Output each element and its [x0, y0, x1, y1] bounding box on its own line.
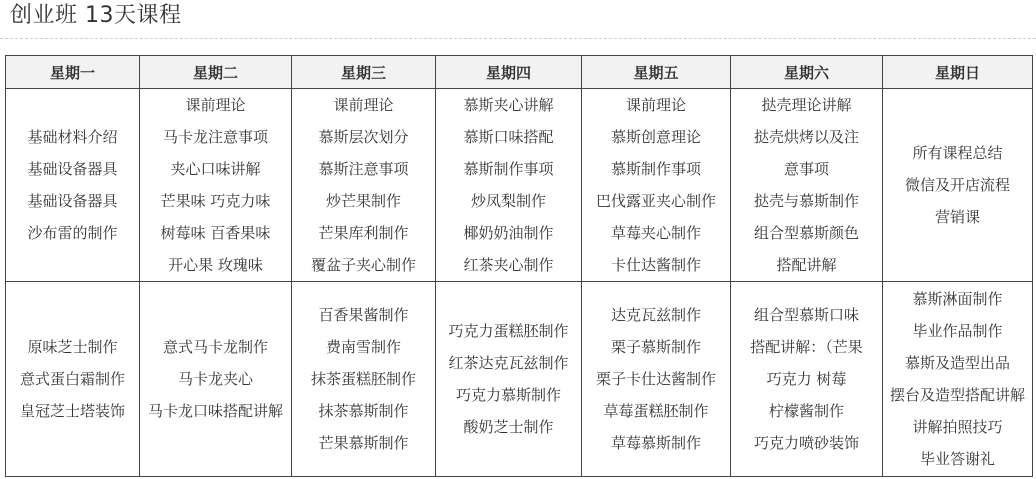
- cell-saturday: [731, 282, 883, 477]
- page-title: 创业班 13天课程: [10, 3, 182, 28]
- course-item: 沙布雷的制作: [27, 224, 118, 242]
- course-item: 夹心口味讲解: [170, 160, 261, 178]
- course-item: 芒果味 巧克力味: [160, 192, 271, 210]
- cell-sunday: [883, 89, 1033, 282]
- cell-saturday: [731, 89, 883, 282]
- course-item: 开心果 玫瑰味: [168, 256, 263, 274]
- course-item: 抹茶慕斯制作: [318, 402, 409, 420]
- course-item: 红茶达克瓦兹制作: [448, 354, 569, 372]
- course-item: 搭配讲解: [776, 256, 837, 274]
- cell-monday: [6, 282, 140, 477]
- course-item: 达克瓦兹制作: [610, 306, 701, 324]
- course-item: 抹茶蛋糕胚制作: [310, 370, 416, 388]
- course-item: 营销课: [934, 208, 980, 226]
- header-thursday: 星期四: [436, 56, 582, 89]
- course-item: 挞壳烘烤以及注: [753, 128, 859, 146]
- course-item: 椰奶奶油制作: [463, 224, 554, 242]
- course-item: 草莓慕斯制作: [610, 434, 701, 452]
- course-item: 毕业作品制作: [912, 322, 1003, 340]
- course-item: 慕斯注意事项: [318, 160, 409, 178]
- cell-wednesday: [292, 282, 436, 477]
- cell-wednesday: [292, 89, 436, 282]
- course-item: 炒芒果制作: [325, 192, 401, 210]
- course-item: 基础设备器具: [27, 160, 118, 178]
- header-sunday: 星期日: [883, 56, 1033, 89]
- course-item: 树莓味 百香果味: [160, 224, 271, 242]
- course-item: 搭配讲解：（芒果: [750, 338, 863, 356]
- course-schedule-table: [5, 55, 1033, 477]
- cell-tuesday: [140, 282, 292, 477]
- course-item: 摆台及造型搭配讲解: [889, 386, 1025, 404]
- course-item: 慕斯制作事项: [610, 160, 701, 178]
- course-item: 慕斯淋面制作: [912, 290, 1003, 308]
- cell-tuesday: [140, 89, 292, 282]
- cell-thursday: [436, 89, 582, 282]
- course-item: 红茶夹心制作: [463, 256, 554, 274]
- header-saturday: 星期六: [731, 56, 883, 89]
- cell-thursday: [436, 282, 582, 477]
- header-row: [6, 56, 1033, 89]
- table-row: [6, 282, 1033, 477]
- header-tuesday: 星期二: [140, 56, 292, 89]
- dashed-divider: [0, 38, 1036, 39]
- course-item: 基础材料介绍: [27, 128, 118, 146]
- course-item: 巧克力 树莓: [766, 370, 847, 388]
- course-item: 巧克力喷砂装饰: [753, 434, 859, 452]
- course-item: 栗子卡仕达酱制作: [595, 370, 716, 388]
- course-item: 柠檬酱制作: [768, 402, 844, 420]
- course-item: 课前理论: [333, 96, 394, 114]
- course-item: 费南雪制作: [325, 338, 401, 356]
- course-item: 意式马卡龙制作: [162, 338, 268, 356]
- course-item: 基础设备器具: [27, 192, 118, 210]
- course-item: 卡仕达酱制作: [610, 256, 701, 274]
- course-item: 组合型慕斯颜色: [753, 224, 859, 242]
- course-item: 芒果慕斯制作: [318, 434, 409, 452]
- course-item: 挞壳与慕斯制作: [753, 192, 859, 210]
- course-item: 意事项: [783, 160, 829, 178]
- cell-sunday: [883, 282, 1033, 477]
- course-item: 皇冠芝士塔装饰: [19, 402, 125, 420]
- header-monday: 星期一: [6, 56, 140, 89]
- cell-friday: [582, 282, 731, 477]
- course-item: 慕斯口味搭配: [463, 128, 554, 146]
- course-item: 微信及开店流程: [904, 176, 1010, 194]
- course-item: 巧克力慕斯制作: [455, 386, 561, 404]
- course-item: 所有课程总结: [912, 144, 1003, 162]
- cell-monday: [6, 89, 140, 282]
- course-item: 慕斯及造型出品: [904, 354, 1010, 372]
- course-item: 意式蛋白霜制作: [19, 370, 125, 388]
- course-item: 马卡龙口味搭配讲解: [147, 402, 283, 420]
- course-item: 巴伐露亚夹心制作: [595, 192, 716, 210]
- course-item: 马卡龙夹心: [177, 370, 253, 388]
- course-item: 慕斯创意理论: [610, 128, 701, 146]
- header-friday: 星期五: [582, 56, 731, 89]
- course-item: 讲解拍照技巧: [912, 418, 1003, 436]
- course-item: 原味芝士制作: [27, 338, 118, 356]
- course-item: 百香果酱制作: [318, 306, 409, 324]
- course-item: 巧克力蛋糕胚制作: [448, 322, 569, 340]
- course-item: 炒凤梨制作: [470, 192, 546, 210]
- course-item: 慕斯夹心讲解: [463, 96, 554, 114]
- course-item: 挞壳理论讲解: [761, 96, 852, 114]
- course-item: 课前理论: [625, 96, 686, 114]
- course-item: 组合型慕斯口味: [753, 306, 859, 324]
- course-item: 覆盆子夹心制作: [310, 256, 416, 274]
- cell-friday: [582, 89, 731, 282]
- course-item: 芒果库利制作: [318, 224, 409, 242]
- header-wednesday: 星期三: [292, 56, 436, 89]
- course-item: 草莓夹心制作: [610, 224, 701, 242]
- course-item: 课前理论: [185, 96, 246, 114]
- course-item: 栗子慕斯制作: [610, 338, 701, 356]
- course-item: 慕斯制作事项: [463, 160, 554, 178]
- course-item: 草莓蛋糕胚制作: [603, 402, 709, 420]
- course-item: 马卡龙注意事项: [162, 128, 268, 146]
- course-item: 毕业答谢礼: [919, 450, 995, 468]
- course-item: 慕斯层次划分: [318, 128, 409, 146]
- table-row: [6, 89, 1033, 282]
- course-item: 酸奶芝士制作: [463, 418, 554, 436]
